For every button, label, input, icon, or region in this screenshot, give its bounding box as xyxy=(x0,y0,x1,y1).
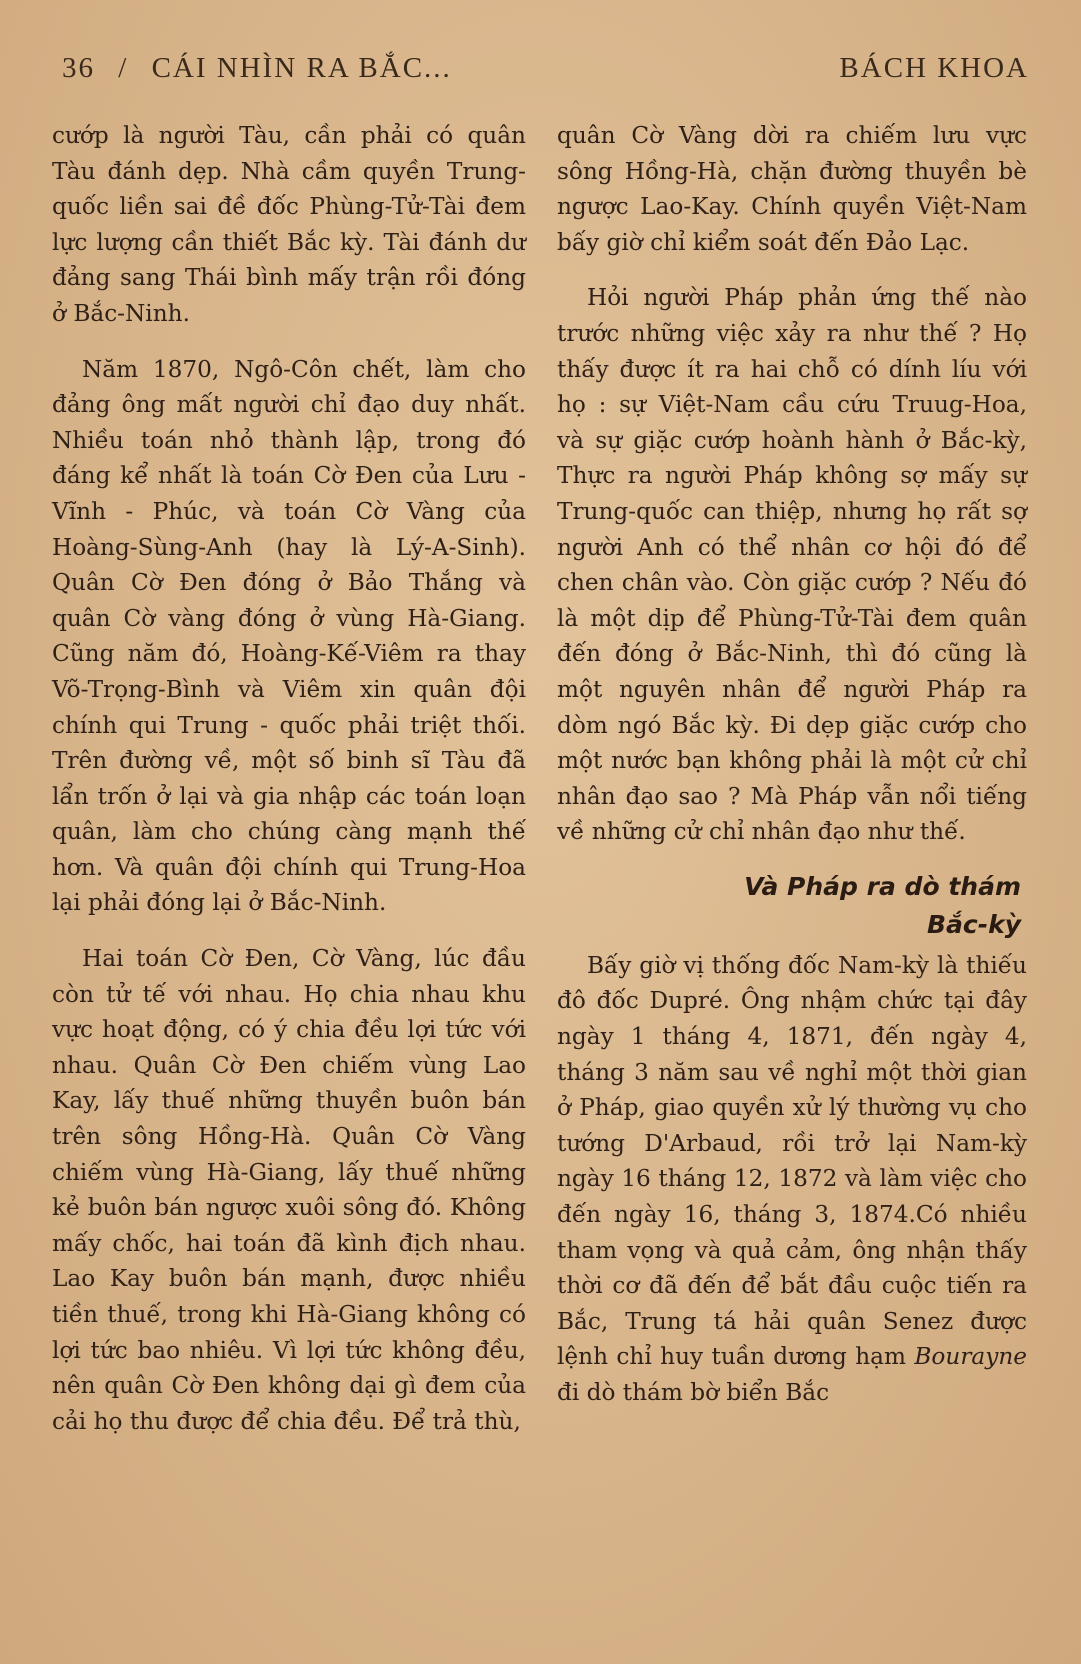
running-title: CÁI NHÌN RA BẮC... xyxy=(151,52,452,84)
left-column xyxy=(52,118,526,1439)
page-number: 36 xyxy=(62,52,95,84)
left-paragraph-2: Năm 1870, Ngô-Côn chết, làm cho đảng ông mất người chỉ đạo duy nhất. Nhiều toán nhỏ thành lập, trong đó đáng kể nhất là toán Cờ Đen của Lưu - Vĩnh - Phúc, và toán Cờ Vàng của Hoàng-Sùng-Anh (hay là Lý-A-Sinh). Quân Cờ Đen đóng ở Bảo Thắng và quân Cờ vàng đóng ở vùng Hà-Giang. Cũng năm đó, Hoàng-Kế-Viêm ra thay Võ-Trọng-Bình và Viêm xin quân đội chính qui Trung - quốc phải triệt thối. Trên đường về, một số binh sĩ Tàu đã lẩn trốn ở lại và gia nhập các toán loạn quân, làm cho chúng càng mạnh thế hơn. Và quân đội chính qui Trung-Hoa lại phải đóng lại ở Bắc-Ninh. xyxy=(52,355,526,917)
header-left xyxy=(62,52,452,85)
ship-name: Bourayne xyxy=(914,1343,1027,1371)
page-header xyxy=(62,52,1029,98)
section-heading xyxy=(557,868,1027,944)
header-separator: / xyxy=(118,52,129,84)
right-column xyxy=(557,118,1027,1411)
right-paragraph-1: quân Cờ Vàng dời ra chiếm lưu vực sông Hồng-Hà, chặn đường thuyền bè ngược Lao-Kay. Chính quyền Việt-Nam bấy giờ chỉ kiểm soát đến Đảo Lạc. xyxy=(557,122,1027,256)
section-heading-line-1: Và Pháp ra dò thám xyxy=(744,871,1021,901)
journal-name: BÁCH KHOA xyxy=(839,52,1029,84)
right-paragraph-3-text: Bấy giờ vị thống đốc Nam-kỳ là thiếu đô đốc Dupré. Ông nhậm chức tại đây ngày 1 tháng 4, 1871, đến ngày 4, tháng 3 năm sau về nghỉ một thời gian ở Pháp, giao quyền xử lý thường vụ cho tướng D'Arbaud, rồi trở lại Nam-kỳ ngày 16 tháng 12, 1872 và làm việc cho đến ngày 16, tháng 3, 1874.Có nhiều tham vọng và quả cảm, ông nhận thấy thời cơ đã đến để bắt đầu cuộc tiến ra Bắc, Trung tá hải quân Senez được lệnh chỉ huy tuần dương hạm xyxy=(557,951,1027,1371)
right-paragraph-3 xyxy=(557,948,1027,1411)
section-heading-line-2: Bắc-kỳ xyxy=(926,909,1021,939)
left-paragraph-3: Hai toán Cờ Đen, Cờ Vàng, lúc đầu còn tử tế với nhau. Họ chia nhau khu vực hoạt động, có ý chia đều lợi tức với nhau. Quân Cờ Đen chiếm vùng Lao Kay, lấy thuế những thuyền buôn bán trên sông Hồng-Hà. Quân Cờ Vàng chiếm vùng Hà-Giang, lấy thuế những kẻ buôn bán ngược xuôi sông đó. Không mấy chốc, hai toán đã kình địch nhau. Lao Kay buôn bán mạnh, được nhiều tiền thuế, trong khi Hà-Giang không có lợi tức bao nhiêu. Vì lợi tức không đều, nên quân Cờ Đen không dại gì đem của cải họ thu được để chia đều. Để trả thù, xyxy=(52,945,526,1435)
left-paragraph-1: cướp là người Tàu, cần phải có quân Tàu đánh dẹp. Nhà cầm quyền Trung-quốc liền sai đề đốc Phùng-Tử-Tài đem lực lượng cần thiết Bắc kỳ. Tài đánh dư đảng sang Thái bình mấy trận rồi đóng ở Bắc-Ninh. xyxy=(52,122,526,327)
right-paragraph-3-end: đi dò thám bờ biển Bắc xyxy=(557,1379,830,1406)
right-paragraph-2: Hỏi người Pháp phản ứng thế nào trước những việc xảy ra như thế ? Họ thấy được ít ra hai chỗ có dính líu với họ : sự Việt-Nam cầu cứu Truug-Hoa, và sự giặc cướp hoành hành ở Bắc-kỳ, Thực ra người Pháp không sợ mấy sự Trung-quốc can thiệp, nhưng họ rất sợ người Anh có thể nhân cơ hội đó để chen chân vào. Còn giặc cướp ? Nếu đó là một dịp để Phùng-Tử-Tài đem quân đến đóng ở Bắc-Ninh, thì đó cũng là một nguyên nhân để người Pháp ra dòm ngó Bắc kỳ. Đi dẹp giặc cướp cho một nước bạn không phải là một cử chỉ nhân đạo sao ? Mà Pháp vẫn nổi tiếng về những cử chỉ nhân đạo như thế. xyxy=(557,284,1027,846)
